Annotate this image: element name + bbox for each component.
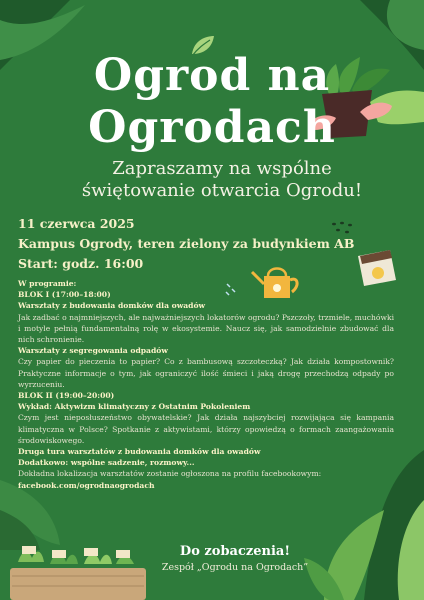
subtitle [60, 158, 384, 202]
block-1-heading: BLOK I (17:00–18:00) [18, 290, 111, 300]
workshop-4-title: Druga tura warsztatów z budowania domków dla owadów [18, 447, 261, 457]
closing-greeting: Do zobaczenia! [179, 544, 291, 559]
program-section [18, 278, 394, 491]
event-date: 11 czerwca 2025 [18, 216, 135, 231]
location-note: Dokładna lokalizacja warsztatów zostanie ogłoszona na profilu facebookowym: [18, 469, 322, 479]
title-line-1: Ogrod na [93, 50, 331, 101]
subtitle-line-2: świętowanie otwarcia Ogrodu! [81, 180, 363, 201]
workshop-1-description: Jak zadbać o najmniejszych, ale najważniejszych lokatorów ogrodu? Pszczoły, trzmiele, muchówki i motyle pełnią fundamentalną rolę w ekosystemie. Naucz się, jak samodzielnie zbudować dla nich schronienie. [18, 312, 394, 345]
extra-activities: Dodatkowo: wspólne sadzenie, rozmowy... [18, 458, 195, 468]
event-location: Kampus Ogrody, teren zielony za budynkiem AB [18, 236, 355, 251]
garden-bed-icon [8, 540, 148, 600]
title-line-2: Ogrodach [88, 102, 336, 153]
team-signature: Zespół „Ogrodu na Ogrodach” [161, 562, 309, 573]
facebook-link[interactable]: facebook.com/ogrodnaogrodach [18, 480, 155, 490]
workshop-1-title: Warsztaty z budowania domków dla owadów [18, 301, 206, 311]
page-title [0, 50, 424, 154]
event-start-time: Start: godz. 16:00 [18, 256, 144, 271]
program-heading: W programie: [18, 279, 77, 288]
event-info [18, 214, 354, 274]
workshop-2-description: Czy papier do pieczenia to papier? Co z bambusową szczoteczką? Jak działa kompostownik? Praktyczne informacje o tym, jak ograniczyć ilość śmieci i jaką drogę przechodzą odpady po wyrzuceniu. [18, 357, 394, 389]
lecture-title: Wykład: Aktywizm klimatyczny z Ostatnim Pokoleniem [18, 402, 251, 412]
closing [150, 543, 320, 575]
workshop-2-title: Warsztaty z segregowania odpadów [18, 346, 168, 356]
lecture-description: Czym jest nieposłuszeństwo obywatelskie? Jak działa najszybciej rozwijająca się kampania klimatyczna w Polsce? Spotkanie z aktywistami, którzy opowiedzą o formach zaangażowania środowiskowego. [18, 413, 394, 445]
subtitle-line-1: Zapraszamy na wspólne [112, 158, 332, 179]
block-2-heading: BLOK II (19:00–20:00) [18, 391, 115, 401]
